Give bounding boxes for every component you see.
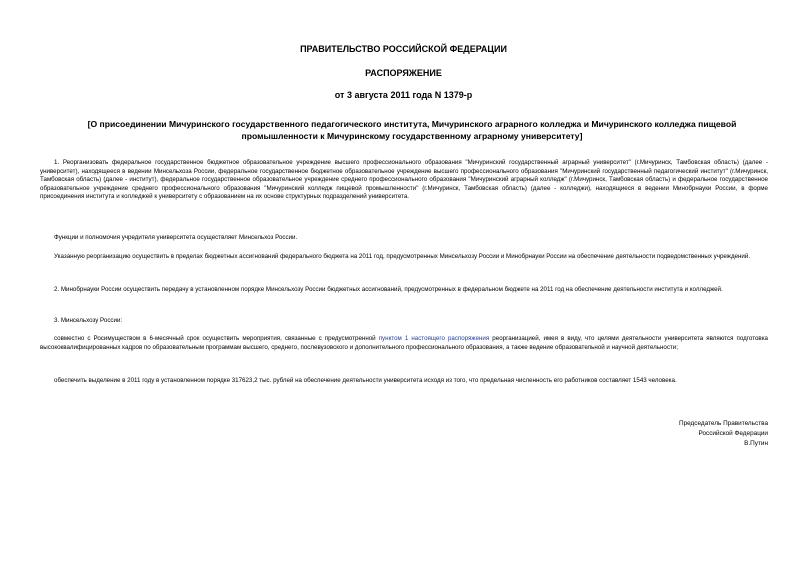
government-heading: ПРАВИТЕЛЬСТВО РОССИЙСКОЙ ФЕДЕРАЦИИ <box>300 44 507 54</box>
signatory-position-line-1: Председатель Правительства <box>679 420 768 427</box>
signatory-name: В.Путин <box>744 440 768 447</box>
signature-block <box>679 419 768 449</box>
paragraph-2-transfer: 2. Минобрнауки России осуществить передачу в установленном порядке Минсельхозу России бюджетных ассигнований, предусмотренных в федеральном бюджете на 2011 год на обеспечение деятельности института и колледжей. <box>54 286 723 293</box>
paragraph-text-before-link: совместно с Росимуществом в 6-месячный срок осуществить мероприятия, связанные с предусмотренной <box>54 335 379 342</box>
paragraph-rosimushchestvo <box>40 335 768 352</box>
document-type-heading: РАСПОРЯЖЕНИЕ <box>365 68 442 78</box>
paragraph-founder-functions: Функции и полномочия учредителя университета осуществляет Минсельхоз России. <box>54 234 298 241</box>
paragraph-1-reorganization: 1. Реорганизовать федеральное государственное бюджетное образовательное учреждение высшего профессионального образования "Мичуринский государственный аграрный университет" (г.Мичуринск, Тамбовская область) (далее - университет), находящееся в ведении Минсельхоза России, федеральное государственное бюджетное образовательное учреждение высшего профессионального образования "Мичуринский государственный педагогический институт" (г.Мичуринск, Тамбовская область) (далее - институт), федеральное государственное образовательное учреждение среднего профессионального образования "Мичуринский аграрный колледж" (г.Мичуринск, Тамбовская область) и федеральное государственное образовательное учреждение среднего профессионального образования "Мичуринский колледж пищевой промышленности" (г.Мичуринск, Тамбовская область) (далее - колледжи), находящиеся в ведении Минобрнауки России, в форме присоединения института и колледжей к университету с образованием на их основе структурных подразделений университета. <box>40 159 768 201</box>
document-date-number: от 3 августа 2011 года N 1379-р <box>334 90 473 100</box>
signatory-position-line-2: Российской Федерации <box>698 430 768 437</box>
document-title: [О присоединении Мичуринского государственного педагогического института, Мичуринского аграрного колледжа и Мичуринского колледжа пищевой промышленности к Мичуринскому государственному аграрному университету] <box>87 119 737 141</box>
paragraph-text-after-link: реорганизацией, имея в виду, что целями деятельности университета являются подготовка высококвалифицированных кадров по образовательным программам высшего, среднего, послевузовского и дополнительного профессионального образования, а также ведение образовательной и научной деятельности; <box>40 335 768 351</box>
paragraph-funding-allocation: обеспечить выделение в 2011 году в установленном порядке 317623,2 тыс. рублей на обеспечение деятельности университета исходя из того, что предельная численность его работников составляет 1543 человека. <box>54 377 677 384</box>
clause-1-reference-link[interactable]: пунктом 1 настоящего распоряжения <box>378 335 490 342</box>
paragraph-3-ministry: 3. Минсельхозу России: <box>54 317 123 324</box>
paragraph-budget-funding: Указанную реорганизацию осуществить в пределах бюджетных ассигнований федерального бюджета на 2011 год, предусмотренных Минсельхозу России и Минобрнауки России на обеспечение деятельности подведомственных учреждений. <box>54 253 751 260</box>
